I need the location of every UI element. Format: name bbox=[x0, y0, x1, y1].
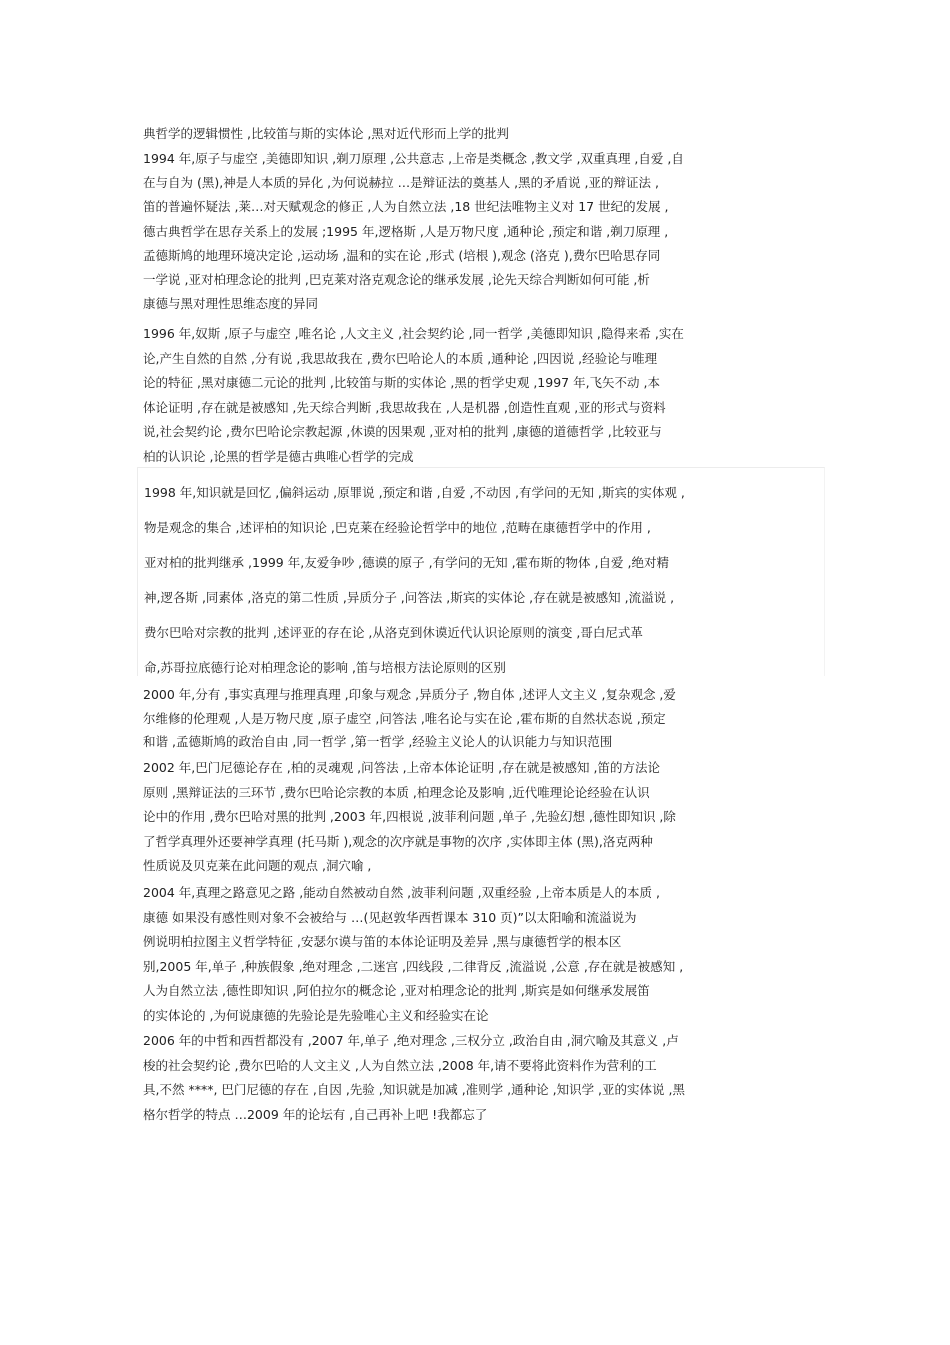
text-line: 论,产生自然的自然 ,分有说 ,我思故我在 ,费尔巴哈论人的本质 ,通种论 ,四因说 ,经验论与唯理 bbox=[143, 350, 658, 366]
text-line: 的实体论的 ,为何说康德的先验论是先验唯心主义和经验实在论 bbox=[143, 1007, 489, 1023]
text-line: 和谐 ,孟德斯鸠的政治自由 ,同一哲学 ,第一哲学 ,经验主义论人的认识能力与知识范围 bbox=[143, 734, 613, 749]
text-line: 论中的作用 ,费尔巴哈对黑的批判 ,2003 年,四根说 ,波菲利问题 ,单子 ,先验幻想 ,德性即知识 ,除 bbox=[143, 809, 676, 824]
text-line: 别,2005 年,单子 ,种族假象 ,绝对理念 ,二迷宫 ,四线段 ,二律背反 ,流溢说 ,公意 ,存在就是被感知 , bbox=[143, 958, 684, 974]
paragraph-2002 bbox=[143, 756, 808, 879]
text-line: 神,逻各斯 ,同素体 ,洛克的第二性质 ,异质分子 ,问答法 ,斯宾的实体论 ,存在就是被感知 ,流溢说 , bbox=[144, 590, 675, 605]
text-line: 费尔巴哈对宗教的批判 ,述评亚的存在论 ,从洛克到休谟近代认识论原则的演变 ,哥白尼式革 bbox=[144, 625, 643, 640]
text-line: 格尔哲学的特点 …2009 年的论坛有 ,自己再补上吧 !我都忘了 bbox=[143, 1106, 488, 1122]
text-line: 例说明柏拉图主义哲学特征 ,安瑟尔谟与笛的本体论证明及差异 ,黑与康德哲学的根本区 bbox=[143, 934, 622, 949]
text-line: 梭的社会契约论 ,费尔巴哈的人文主义 ,人为自然立法 ,2008 年,请不要将此资料作为营利的工 bbox=[143, 1057, 657, 1073]
text-line: 命,苏哥拉底德行论对柏理念论的影响 ,笛与培根方法论原则的区别 bbox=[144, 660, 506, 675]
text-line: 说,社会契约论 ,费尔巴哈论宗教起源 ,休谟的因果观 ,亚对柏的批判 ,康德的道德哲学 ,比较亚与 bbox=[143, 424, 662, 439]
text-line: 典哲学的逻辑惯性 ,比较笛与斯的实体论 ,黑对近代形而上学的批判 bbox=[143, 126, 509, 141]
paragraph-2000 bbox=[143, 683, 808, 754]
text-line: 人为自然立法 ,德性即知识 ,阿伯拉尔的概念论 ,亚对柏理念论的批判 ,斯宾是如何继承发展笛 bbox=[143, 983, 650, 998]
paragraph-1998-box bbox=[137, 467, 825, 676]
intro-paragraph bbox=[143, 121, 808, 146]
paragraph-2006 bbox=[143, 1029, 808, 1127]
text-line: 体论证明 ,存在就是被感知 ,先天综合判断 ,我思故我在 ,人是机器 ,创造性直观 ,亚的形式与资料 bbox=[143, 399, 666, 415]
text-line: 柏的认识论 ,论黑的哲学是德古典唯心哲学的完成 bbox=[143, 448, 414, 464]
text-line: 物是观念的集合 ,述评柏的知识论 ,巴克莱在经验论哲学中的地位 ,范畴在康德哲学中的作用 , bbox=[144, 520, 651, 535]
text-line: 笛的普遍怀疑法 ,莱…对天赋观念的修正 ,人为自然立法 ,18 世纪法唯物主义对 17 世纪的发展 , bbox=[143, 199, 669, 215]
paragraph-1996 bbox=[143, 322, 808, 469]
text-line: 一学说 ,亚对柏理念论的批判 ,巴克莱对洛克观念论的继承发展 ,论先天综合判断如何可能 ,析 bbox=[143, 272, 650, 288]
paragraph-2004 bbox=[143, 881, 808, 1028]
text-line: 在与自为 (黑),神是人本质的异化 ,为何说赫拉 …是辩证法的奠基人 ,黑的矛盾说 ,亚的辩证法 , bbox=[143, 175, 659, 191]
text-line: 2006 年的中哲和西哲都没有 ,2007 年,单子 ,绝对理念 ,三权分立 ,政治自由 ,洞穴喻及其意义 ,卢 bbox=[143, 1033, 679, 1048]
text-line: 康德与黑对理性思维态度的异同 bbox=[143, 296, 319, 312]
text-line: 1998 年,知识就是回忆 ,偏斜运动 ,原罪说 ,预定和谐 ,自爱 ,不动因 ,有学问的无知 ,斯宾的实体观 , bbox=[144, 485, 685, 500]
text-line: 德古典哲学在思存关系上的发展 ;1995 年,逻格斯 ,人是万物尺度 ,通种论 ,预定和谐 ,剃刀原理 , bbox=[143, 223, 669, 239]
text-line: 2004 年,真理之路意见之路 ,能动自然被动自然 ,波菲利问题 ,双重经验 ,上帝本质是人的本质 , bbox=[143, 885, 660, 900]
text-line: 1994 年,原子与虚空 ,美德即知识 ,剃刀原理 ,公共意志 ,上帝是类概念 ,教文学 ,双重真理 ,自爱 ,自 bbox=[143, 151, 684, 166]
text-line: 具,不然 ****, 巴门尼德的存在 ,自因 ,先验 ,知识就是加减 ,准则学 ,通种论 ,知识学 ,亚的实体说 ,黑 bbox=[143, 1082, 685, 1097]
text-line: 2002 年,巴门尼德论存在 ,柏的灵魂观 ,问答法 ,上帝本体论证明 ,存在就是被感知 ,笛的方法论 bbox=[143, 760, 660, 775]
paragraph-1994 bbox=[143, 147, 808, 316]
text-line: 性质说及贝克莱在此问题的观点 ,洞穴喻 , bbox=[143, 858, 372, 873]
text-line: 亚对柏的批判继承 ,1999 年,友爱争吵 ,德谟的原子 ,有学问的无知 ,霍布斯的物体 ,自爱 ,绝对精 bbox=[144, 555, 669, 570]
text-line: 了哲学真理外还要神学真理 (托马斯 ),观念的次序就是事物的次序 ,实体即主体 (黑),洛克两种 bbox=[143, 833, 653, 849]
text-line: 孟德斯鸠的地理环境决定论 ,运动场 ,温和的实在论 ,形式 (培根 ),观念 (洛克 ),费尔巴哈思存同 bbox=[143, 247, 661, 263]
text-line: 康德 如果没有感性则对象不会被给与 …(见赵敦华西哲课本 310 页)”以太阳喻和流溢说为 bbox=[143, 909, 637, 925]
text-line: 1996 年,奴斯 ,原子与虚空 ,唯名论 ,人文主义 ,社会契约论 ,同一哲学 ,美德即知识 ,隐得来希 ,实在 bbox=[143, 326, 684, 341]
text-line: 尔维修的伦理观 ,人是万物尺度 ,原子虚空 ,问答法 ,唯名论与实在论 ,霍布斯的自然状态说 ,预定 bbox=[143, 710, 666, 726]
text-line: 2000 年,分有 ,事实真理与推理真理 ,印象与观念 ,异质分子 ,物自体 ,述评人文主义 ,复杂观念 ,爱 bbox=[143, 687, 676, 702]
text-line: 论的特征 ,黑对康德二元论的批判 ,比较笛与斯的实体论 ,黑的哲学史观 ,1997 年,飞矢不动 ,本 bbox=[143, 375, 660, 390]
text-line: 原则 ,黑辩证法的三环节 ,费尔巴哈论宗教的本质 ,柏理念论及影响 ,近代唯理论论经验在认识 bbox=[143, 784, 650, 800]
